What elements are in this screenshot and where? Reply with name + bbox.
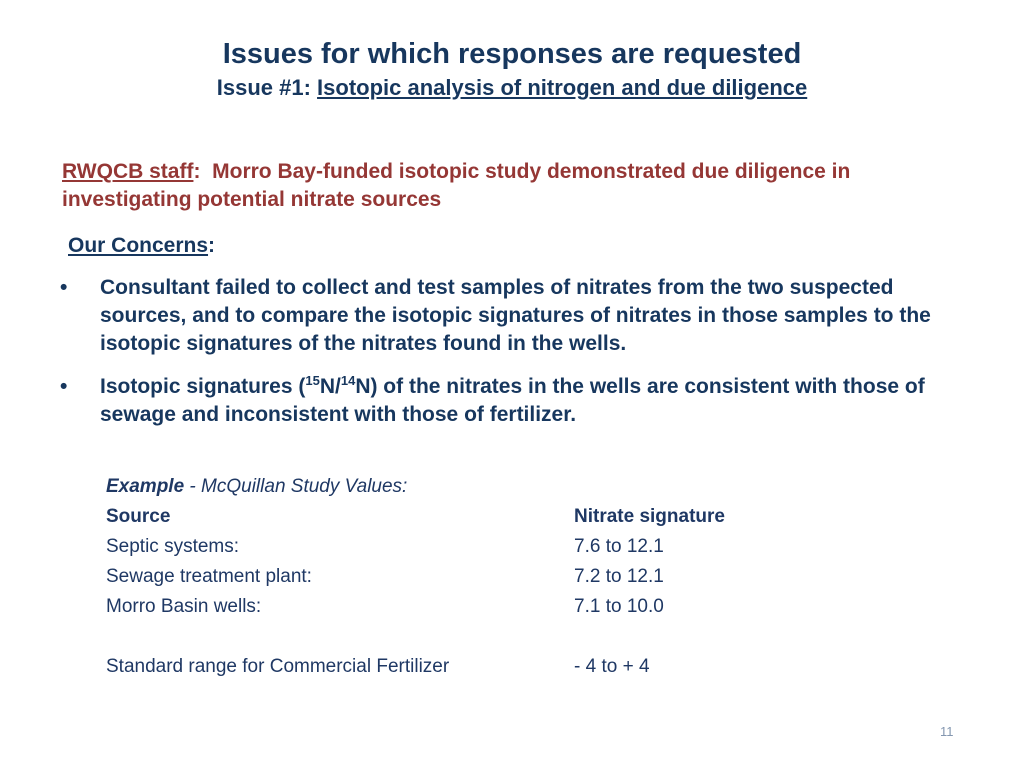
concern-text-2-end: N) of the nitrates in the wells are consistent with those of sewage and inconsistent with those of fertilizer. <box>100 375 925 426</box>
concerns-heading <box>68 232 215 260</box>
table-header-row <box>106 502 806 532</box>
bullet-marker: • <box>60 276 68 299</box>
header-source: Source <box>106 506 171 527</box>
example-label-bold: Example <box>106 476 185 497</box>
slide-title: Issues for which responses are requested <box>222 38 802 70</box>
example-table <box>106 472 806 682</box>
table-row <box>106 592 806 622</box>
concern-text-1: Consultant failed to collect and test samples of nitrates from the two suspected sources, and to compare the isotopic signatures of nitrates in those samples to the isotopic signatures of the nitrates found in the wells. <box>100 276 931 355</box>
example-label <box>106 472 806 502</box>
staff-label: RWQCB staff <box>62 160 194 183</box>
concerns-colon: : <box>208 234 216 257</box>
table-row <box>106 532 806 562</box>
concern-item-1 <box>60 274 970 358</box>
concerns-label: Our Concerns <box>68 234 209 257</box>
staff-text: Morro Bay-funded isotopic study demonstrated due diligence in investigating potential nitrate sources <box>62 160 851 211</box>
isotope-15-sup: 15 <box>305 373 320 388</box>
row-source: Septic systems: <box>106 536 240 557</box>
row-source: Sewage treatment plant: <box>106 566 312 587</box>
subtitle-underlined: Isotopic analysis of nitrogen and due diligence <box>317 75 808 100</box>
example-label-rest: - McQuillan Study Values: <box>184 476 408 497</box>
fertilizer-range: - 4 to + 4 <box>574 656 650 677</box>
staff-colon: : <box>193 160 201 183</box>
page-number: 11 <box>940 724 954 739</box>
table-spacer <box>106 622 806 652</box>
isotope-n-slash: N/ <box>319 375 341 398</box>
staff-statement <box>62 158 962 214</box>
concern-text-2-start: Isotopic signatures ( <box>100 375 306 398</box>
row-source: Morro Basin wells: <box>106 596 262 617</box>
subtitle-prefix: Issue #1: <box>216 75 318 100</box>
table-row <box>106 562 806 592</box>
title-block <box>0 36 1024 103</box>
row-value: 7.1 to 10.0 <box>574 596 664 617</box>
concern-item-2 <box>60 373 970 429</box>
concerns-list <box>60 274 970 444</box>
slide-subtitle <box>0 73 1024 103</box>
concern-text-2 <box>100 375 925 426</box>
header-nitrate-signature: Nitrate signature <box>574 506 725 527</box>
row-value: 7.2 to 12.1 <box>574 566 664 587</box>
row-value: 7.6 to 12.1 <box>574 536 664 557</box>
fertilizer-source: Standard range for Commercial Fertilizer <box>106 656 450 677</box>
bullet-marker: • <box>60 375 68 398</box>
fertilizer-row <box>106 652 806 682</box>
isotope-14-sup: 14 <box>340 373 356 388</box>
